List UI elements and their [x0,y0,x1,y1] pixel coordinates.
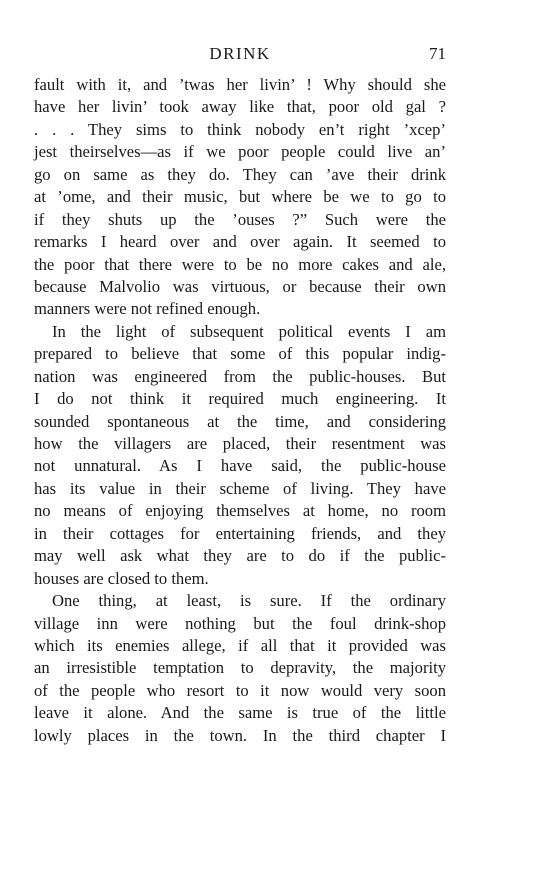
text-line: which its enemies allege, if all that it provided was [34,635,446,655]
text-line: lowly places in the town. In the third chapter I [34,725,446,745]
body-text [34,74,446,747]
text-line: prepared to believe that some of this popular indig- [34,344,446,364]
text-line: has its value in their scheme of living. They have [34,478,446,498]
text-line: an irresistible temptation to depravity, the majority [34,658,446,678]
text-line: remarks I heard over and over again. It seemed to [34,232,446,252]
paragraph-1 [34,74,446,321]
page-number: 71 [429,44,446,63]
text-line: go on same as they do. They can ’ave their drink [34,164,446,184]
text-line: sounded spontaneous at the time, and considering [34,411,446,431]
text-line: of the people who resort to it now would very soon [34,680,446,700]
text-line: may well ask what they are to do if the public- [34,546,446,566]
text-line: in their cottages for entertaining friends, and they [34,523,446,543]
running-head [34,44,446,74]
text-line: have her livin’ took away like that, poor old gal ? [34,97,446,117]
book-page [34,44,446,747]
paragraph-2 [34,321,446,590]
text-line: no means of enjoying themselves at home, no room [34,501,446,521]
text-line: not unnatural. As I have said, the public-house [34,456,446,476]
text-line: In the light of subsequent political events I am [52,321,446,341]
text-line: One thing, at least, is sure. If the ordinary [52,591,446,611]
text-line: nation was engineered from the public-houses. But [34,366,446,386]
text-line: leave it alone. And the same is true of the little [34,703,446,723]
text-line: village inn were nothing but the foul drink-shop [34,613,446,633]
paragraph-3 [34,590,446,747]
text-line: houses are closed to them. [34,568,209,588]
running-title: DRINK [209,44,271,63]
text-line: because Malvolio was virtuous, or because their own [34,276,446,296]
text-line: at ’ome, and their music, but where be we to go to [34,187,446,207]
text-line: . . . They sims to think nobody en’t right ’xcep’ [34,119,446,139]
text-line: jest theirselves—as if we poor people could live an’ [34,142,446,162]
text-line: the poor that there were to be no more cakes and ale, [34,254,446,274]
text-line: if they shuts up the ’ouses ?” Such were the [34,209,446,229]
text-line: manners were not refined enough. [34,299,261,319]
text-line: fault with it, and ’twas her livin’ ! Why should she [34,75,446,94]
text-line: how the villagers are placed, their resentment was [34,434,446,453]
text-line: I do not think it required much engineering. It [34,389,446,409]
